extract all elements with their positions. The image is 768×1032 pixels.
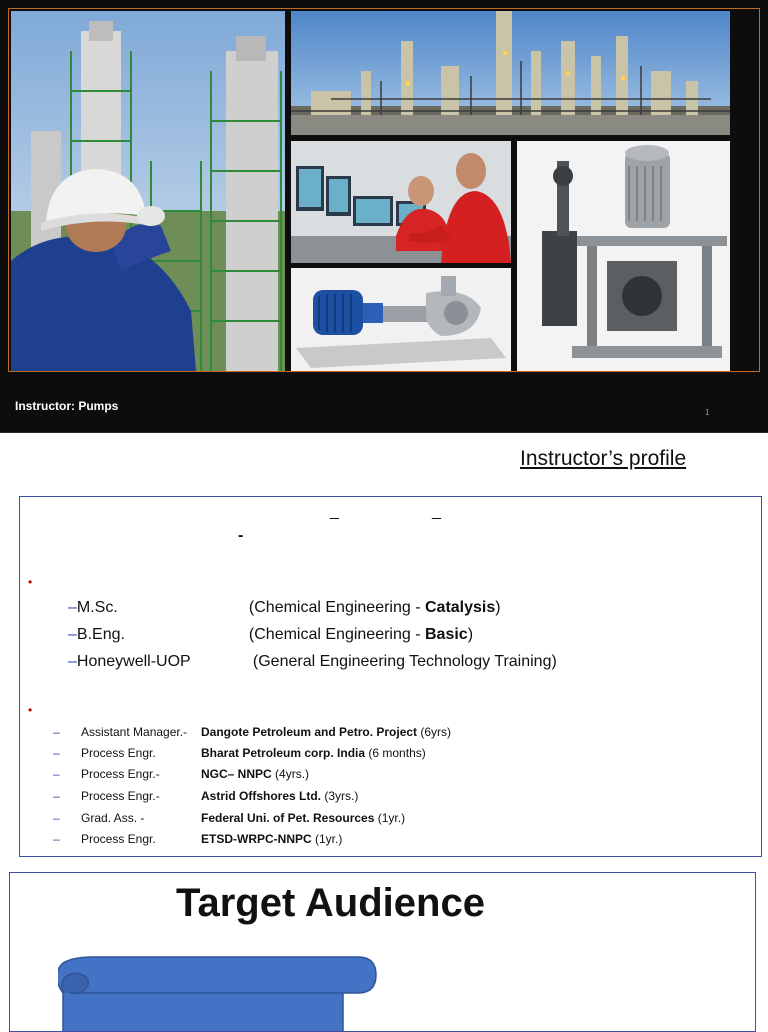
pump-skid-photo [517,141,730,371]
slide-1 [0,0,768,433]
education-row: –M.Sc. (Chemical Engineering - Catalysis) [68,599,501,616]
experience-row: – Grad. Ass. - Federal Uni. of Pet. Resources (1yr.) [53,811,406,825]
experience-row: – Process Engr. Bharat Petroleum corp. India (6 months) [53,746,426,760]
dash-mark: _ [432,503,441,520]
control-room-photo [291,141,511,263]
education-bullet: • [28,575,33,589]
slide-number: 1 [705,408,710,417]
refinery-skyline-photo [291,11,730,135]
education-row: –B.Eng. (Chemical Engineering - Basic) [68,626,474,643]
experience-row: – Assistant Manager.- Dangote Petroleum and Petro. Project (6yrs) [53,725,452,739]
profile-box [19,496,762,857]
centrifugal-pump-photo [291,268,511,371]
refinery-worker-photo [11,11,285,371]
experience-row: – Process Engr.- Astrid Offshores Ltd. (3yrs.) [53,789,359,803]
scroll-banner-shape [58,955,378,1032]
dash-mark: - [238,527,244,544]
experience-bullet: • [28,703,33,717]
education-row: –Honeywell-UOP (General Engineering Technology Training) [68,653,557,670]
profile-title: Instructor’s profile [520,447,687,470]
experience-row: – Process Engr. ETSD-WRPC-NNPC (1yr.) [53,832,343,846]
slide-footer-text: Instructor: Pumps [15,399,119,413]
slide-3 [9,872,756,1032]
target-audience-title: Target Audience [176,881,485,925]
experience-row: – Process Engr.- NGC– NNPC (4yrs.) [53,767,310,781]
dash-mark: _ [330,503,339,520]
